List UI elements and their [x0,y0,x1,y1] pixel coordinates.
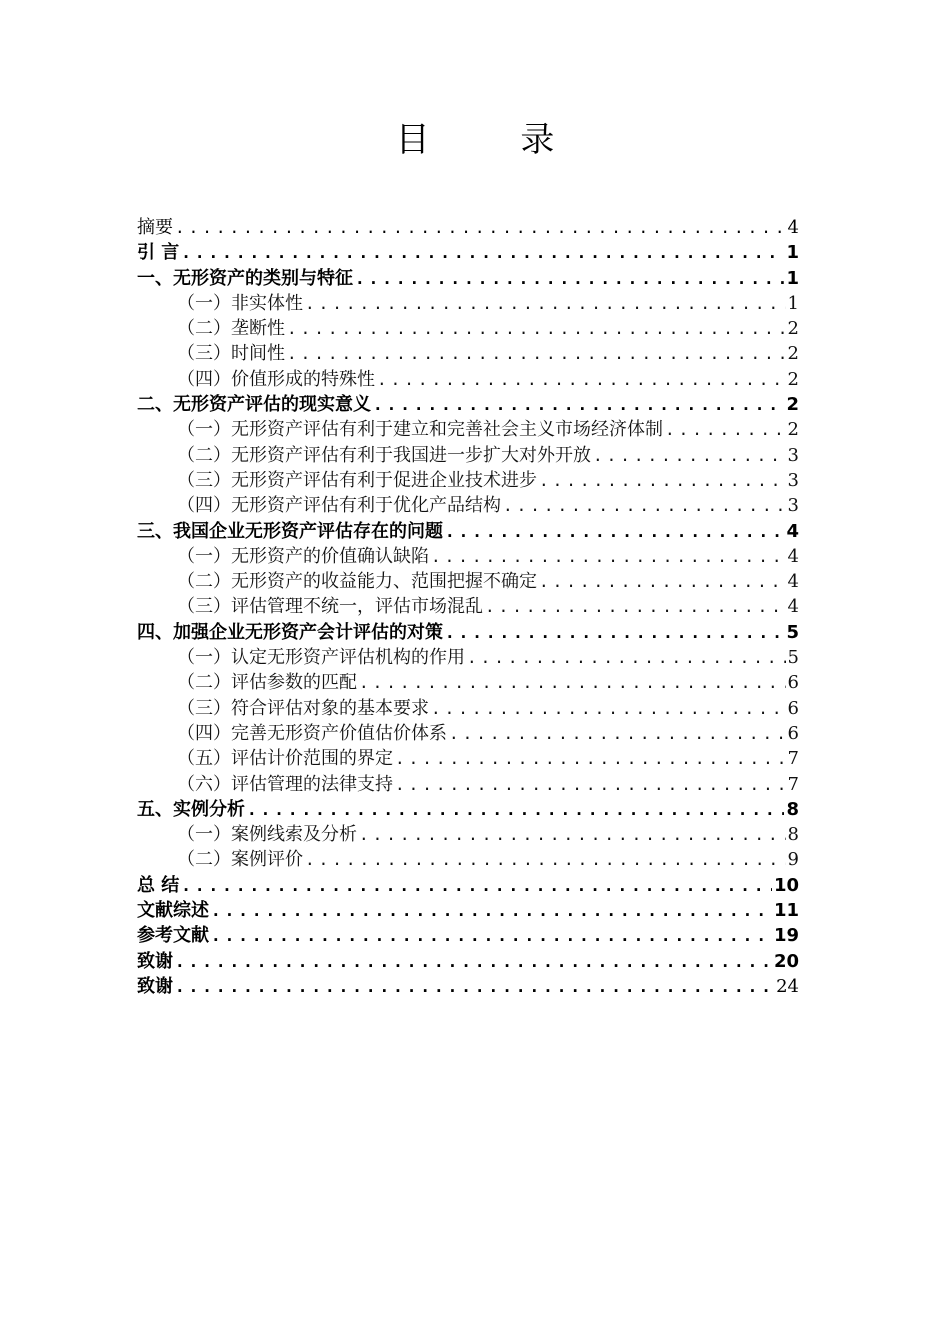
toc-entry-page-number: 3 [787,495,799,517]
toc-leader-dots [211,923,772,948]
toc-entry[interactable] [137,772,799,797]
toc-entry-label: 四、加强企业无形资产会计评估的对策 [137,621,443,643]
toc-leader-dots [445,620,784,645]
toc-entry-label: （四）无形资产评估有利于优化产品结构 [177,495,501,517]
toc-leader-dots [287,341,786,366]
toc-entry-label: （二）无形资产的收益能力、范围把握不确定 [177,571,537,593]
toc-entry-page-number: 20 [773,950,799,972]
toc-leader-dots [377,367,786,392]
toc-entry-label: 二、无形资产评估的现实意义 [137,394,371,416]
toc-leader-dots [181,873,772,898]
toc-entry-page-number: 4 [786,520,799,542]
toc-entry-label: 一、无形资产的类别与特征 [137,267,353,289]
toc-entry-label: 参考文献 [137,925,209,947]
toc-entry-label: （一）案例线索及分析 [177,824,357,846]
toc-leader-dots [175,949,772,974]
toc-leader-dots [467,645,786,670]
toc-leader-dots [287,316,786,341]
toc-leader-dots [665,417,786,442]
toc-entry-label: 五、实例分析 [137,798,245,820]
toc-entry[interactable] [137,923,799,948]
toc-leader-dots [211,898,772,923]
toc-entry-page-number: 6 [787,722,799,744]
toc-entry[interactable] [137,847,799,872]
toc-leader-dots [485,594,786,619]
toc-entry-label: （一）非实体性 [177,292,303,314]
toc-entry-label: 引 言 [137,242,180,264]
toc-leader-dots [449,721,786,746]
page-title: 目 录 [395,120,595,160]
toc-leader-dots [395,746,786,771]
toc-entry-label: 致谢 [137,975,173,997]
toc-entry-page-number: 10 [773,874,799,896]
toc-entry-page-number: 6 [787,697,799,719]
toc-leader-dots [593,443,786,468]
toc-entry-label: （二）评估参数的匹配 [177,672,357,694]
toc-leader-dots [305,847,786,872]
toc-entry[interactable] [137,696,799,721]
toc-entry[interactable] [137,569,799,594]
toc-entry[interactable] [137,316,799,341]
toc-entry[interactable] [137,620,799,645]
toc-leader-dots [539,569,786,594]
toc-entry-page-number: 19 [773,925,799,947]
toc-leader-dots [175,215,786,240]
toc-entry[interactable] [137,443,799,468]
toc-entry-page-number: 7 [787,748,799,770]
toc-entry-page-number: 3 [787,444,799,466]
toc-entry-page-number: 1 [786,242,799,264]
toc-leader-dots [359,670,786,695]
toc-entry[interactable] [137,721,799,746]
toc-leader-dots [539,468,786,493]
toc-entry[interactable] [137,468,799,493]
toc-entry[interactable] [137,746,799,771]
toc-entry-page-number: 6 [787,672,799,694]
toc-entry[interactable] [137,645,799,670]
toc-leader-dots [503,493,786,518]
toc-entry-page-number: 5 [787,647,799,669]
toc-entry[interactable] [137,670,799,695]
toc-entry[interactable] [137,240,799,265]
toc-entry-page-number: 5 [786,621,799,643]
toc-entry-page-number: 3 [787,469,799,491]
toc-entry-page-number: 2 [786,394,799,416]
toc-entry-label: （五）评估计价范围的界定 [177,748,393,770]
toc-entry-label: 总 结 [137,874,180,896]
toc-entry-label: 摘要 [137,217,173,238]
toc-entry[interactable] [137,873,799,898]
toc-entry-page-number: 4 [787,571,799,593]
toc-entry[interactable] [137,797,799,822]
toc-entry-label: 三、我国企业无形资产评估存在的问题 [137,520,443,542]
toc-leader-dots [431,696,786,721]
toc-leader-dots [359,822,786,847]
toc-entry-page-number: 4 [787,596,799,618]
toc-entry[interactable] [137,949,799,974]
toc-entry-label: （三）符合评估对象的基本要求 [177,697,429,719]
toc-entry[interactable] [137,392,799,417]
toc-leader-dots [395,772,786,797]
toc-entry-label: 致谢 [137,950,173,972]
toc-entry-page-number: 1 [787,292,799,314]
toc-entry-label: （四）价值形成的特殊性 [177,368,375,390]
toc-entry-page-number: 4 [787,545,799,567]
toc-entry-label: （二）无形资产评估有利于我国进一步扩大对外开放 [177,444,591,466]
toc-leader-dots [445,519,784,544]
toc-entry-label: （一）无形资产评估有利于建立和完善社会主义市场经济体制 [177,419,663,441]
toc-leader-dots [247,797,784,822]
toc-entry-page-number: 7 [787,773,799,795]
toc-entry[interactable] [137,822,799,847]
toc-entry[interactable] [137,367,799,392]
toc-leader-dots [373,392,784,417]
toc-entry-label: （三）无形资产评估有利于促进企业技术进步 [177,469,537,491]
toc-entry-page-number: 9 [787,849,799,871]
toc-entry-page-number: 2 [787,419,799,441]
toc-entry-label: （四）完善无形资产价值估价体系 [177,722,447,744]
toc-leader-dots [181,240,784,265]
toc-entry-page-number: 8 [786,798,799,820]
toc-entry[interactable] [137,974,799,999]
toc-entry-page-number: 2 [787,318,799,340]
toc-entry-label: （六）评估管理的法律支持 [177,773,393,795]
toc-entry-page-number: 1 [786,267,799,289]
toc-entry-page-number: 2 [787,368,799,390]
toc-entry-page-number: 8 [787,824,799,846]
toc-leader-dots [355,266,784,291]
toc-entry-label: （一）无形资产的价值确认缺陷 [177,545,429,567]
toc-entry-label: （三）评估管理不统一，评估市场混乱 [177,596,483,618]
toc-entry-page-number: 24 [776,975,799,997]
toc-entry[interactable] [137,493,799,518]
toc-entry[interactable] [137,417,799,442]
table-of-contents [137,215,799,999]
toc-entry-label: （二）案例评价 [177,849,303,871]
toc-entry[interactable] [137,898,799,923]
toc-leader-dots [305,291,786,316]
toc-entry[interactable] [137,341,799,366]
toc-entry[interactable] [137,544,799,569]
toc-entry-label: （二）垄断性 [177,318,285,340]
toc-entry-label: 文献综述 [137,900,209,922]
toc-entry-page-number: 2 [787,343,799,365]
toc-entry[interactable] [137,519,799,544]
toc-entry[interactable] [137,266,799,291]
toc-leader-dots [175,974,774,999]
toc-entry-label: （三）时间性 [177,343,285,365]
toc-entry[interactable] [137,291,799,316]
toc-entry[interactable] [137,215,799,240]
toc-entry[interactable] [137,594,799,619]
toc-entry-page-number: 4 [787,217,799,238]
toc-leader-dots [431,544,786,569]
toc-entry-page-number: 11 [773,900,799,922]
toc-entry-label: （一）认定无形资产评估机构的作用 [177,647,465,669]
